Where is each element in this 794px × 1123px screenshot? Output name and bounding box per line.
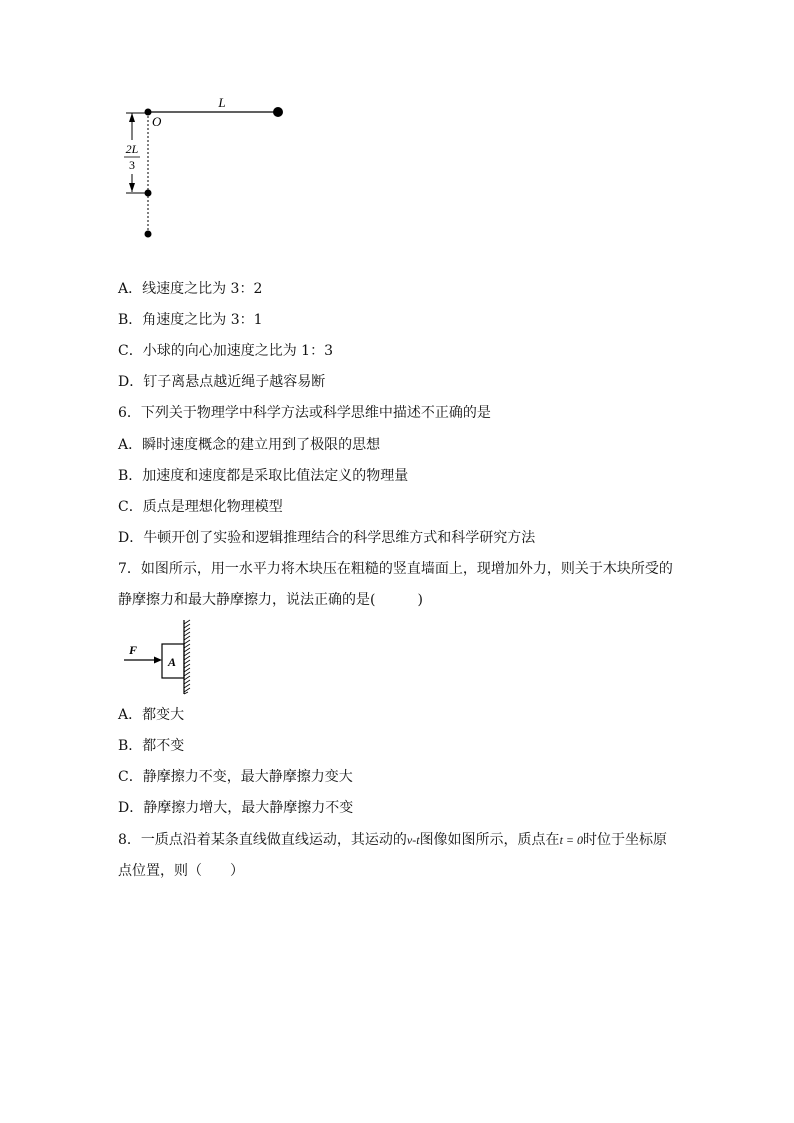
q5-option-d: D．钉子离悬点越近绳子越容易断 — [118, 374, 326, 390]
q5-option-b: B．角速度之比为 3：1 — [118, 312, 263, 328]
force-label: F — [129, 643, 138, 657]
q7-option-a: A．都变大 — [118, 707, 185, 723]
label-L: L — [218, 95, 226, 110]
block-wall-figure — [118, 618, 208, 698]
lowest-point — [145, 231, 152, 238]
q8-stem-line2: 点位置，则（ ） — [118, 863, 244, 879]
q7-stem-line1: 7．如图所示，用一水平力将木块压在粗糙的竖直墙面上，现增加外力，则关于木块所受的 — [118, 561, 673, 577]
q8-vt-symbol: v-t — [406, 833, 420, 847]
q6-stem: 6．下列关于物理学中科学方法或科学思维中描述不正确的是 — [118, 405, 491, 421]
ball — [273, 107, 283, 117]
force-arrow-head — [154, 657, 162, 664]
q7-option-d: D．静摩擦力增大，最大静摩擦力不变 — [118, 800, 354, 816]
q6-option-a: A．瞬时速度概念的建立用到了极限的思想 — [118, 437, 381, 453]
q7-option-c: C．静摩擦力不变，最大静摩擦力变大 — [118, 769, 353, 785]
q5-option-a: A．线速度之比为 3：2 — [118, 281, 263, 297]
dimension-arrow-down — [129, 183, 135, 192]
q8-stem-part1: 8．一质点沿着某条直线做直线运动，其运动的 — [118, 832, 407, 848]
q6-option-d: D．牛顿开创了实验和逻辑推理结合的科学思维方式和科学研究方法 — [118, 530, 536, 546]
q7-stem-line2: 静摩擦力和最大静摩擦力，说法正确的是( ) — [118, 592, 423, 608]
q8-stem-line1 — [118, 830, 667, 850]
label-O: O — [152, 114, 162, 129]
q6-option-c: C．质点是理想化物理模型 — [118, 499, 283, 515]
pendulum-figure — [118, 92, 298, 242]
dimension-arrow-up — [129, 113, 135, 122]
q8-t0-symbol: t = 0 — [559, 833, 583, 847]
q7-option-b: B．都不变 — [118, 738, 185, 754]
q8-stem-part3: 时位于坐标原 — [583, 832, 667, 848]
q8-stem-part2: 图像如图所示，质点在 — [419, 832, 560, 848]
fraction-numerator: 2L — [125, 142, 139, 156]
block-label: A — [168, 655, 177, 669]
q6-option-b: B．加速度和速度都是采取比值法定义的物理量 — [118, 468, 409, 484]
wall-hatching — [184, 620, 190, 694]
fraction-denominator: 3 — [129, 158, 135, 172]
q5-option-c: C．小球的向心加速度之比为 1：3 — [118, 343, 333, 359]
